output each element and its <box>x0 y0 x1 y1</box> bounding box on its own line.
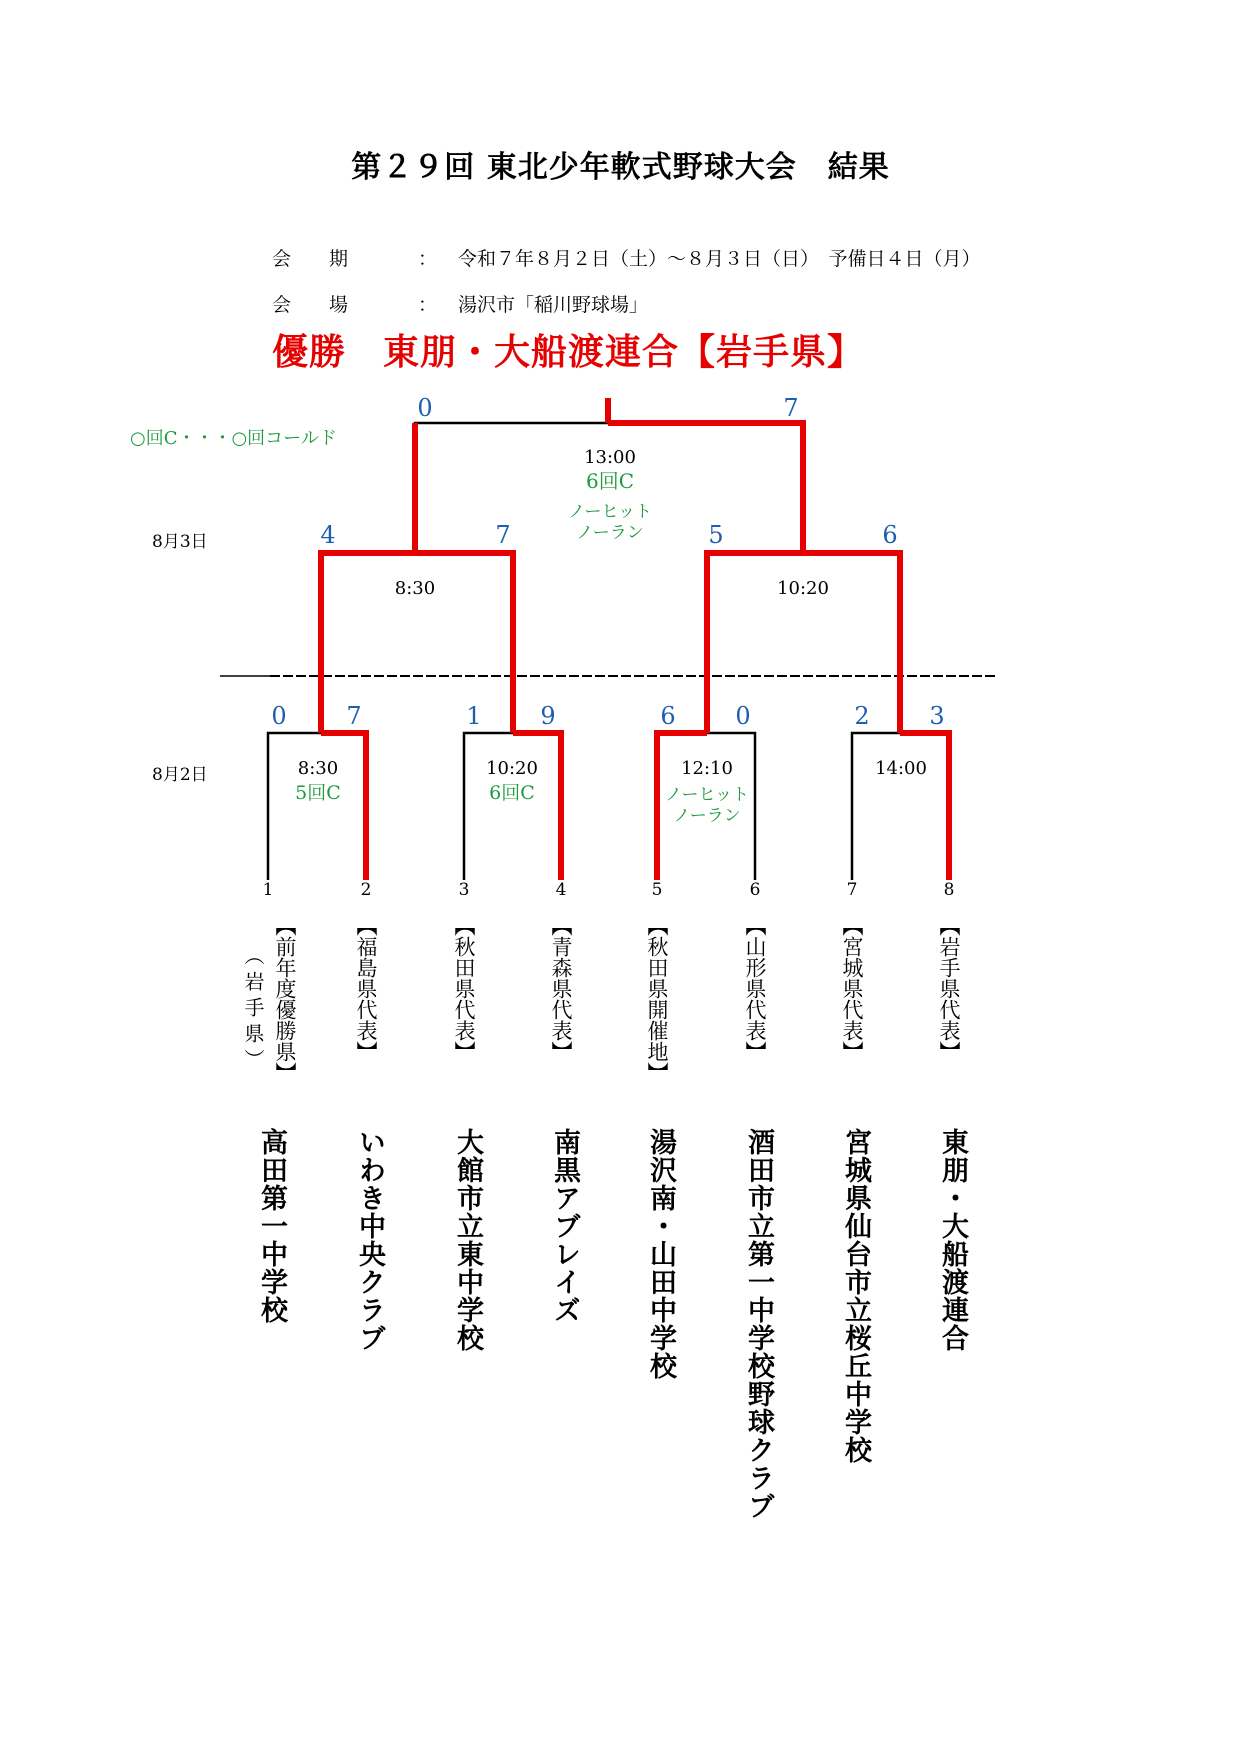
sf2-score-right: 6 <box>882 521 898 549</box>
r1m3-time: 12:10 <box>681 758 733 779</box>
seed-8: 8 <box>943 880 955 900</box>
r1m4-score-left: 2 <box>854 702 870 730</box>
seed-1: 1 <box>262 880 274 900</box>
team4-name: 南黒アブレイズ <box>549 1128 580 1324</box>
team4-pref: 【青森県代表】 <box>549 915 573 1062</box>
team6-name: 酒田市立第一中学校野球クラブ <box>743 1128 774 1520</box>
venue-colon: ： <box>418 294 438 316</box>
bracket-line-team1 <box>268 733 321 880</box>
sf1-time: 8:30 <box>394 578 436 599</box>
r1m4-time: 14:00 <box>875 758 927 779</box>
team7-name: 宮城県仙台市立桜丘中学校 <box>840 1128 871 1464</box>
sf1-score-left: 4 <box>320 521 336 549</box>
final-time: 13:00 <box>584 447 636 468</box>
final-note: 6回C <box>585 469 635 493</box>
team7-pref: 【宮城県代表】 <box>840 915 864 1062</box>
team2-pref: 【福島県代表】 <box>354 915 378 1062</box>
r1m2-score-right: 9 <box>540 702 556 730</box>
seed-2: 2 <box>360 880 372 900</box>
legend-text: ○回C・・・○回コールド <box>130 428 337 449</box>
seed-6: 6 <box>749 880 761 900</box>
team3-pref: 【秋田県代表】 <box>452 915 476 1062</box>
seed-3: 3 <box>458 880 470 900</box>
date-day1: 8月2日 <box>152 765 208 785</box>
champion-banner: 優勝 東朋・大船渡連合【岩手県】 <box>272 331 865 373</box>
sf1-score-right: 7 <box>495 521 511 549</box>
team8-pref: 【岩手県代表】 <box>937 915 961 1062</box>
r1m2-note: 6回C <box>489 782 535 804</box>
team2-name: いわき中央クラブ <box>354 1128 385 1352</box>
bracket-line-team3 <box>464 733 513 880</box>
period-colon: ： <box>418 248 438 270</box>
period-value: 令和７年８月２日（土）～８月３日（日） 予備日４日（月） <box>458 248 981 270</box>
r1m1-note: 5回C <box>295 782 341 804</box>
sf2-score-left: 5 <box>708 521 724 549</box>
r1m1-score-left: 0 <box>271 702 287 730</box>
period-label: 会 期 <box>272 248 349 270</box>
team1-sub: （岩手県） <box>241 945 265 1075</box>
team6-pref: 【山形県代表】 <box>743 915 767 1062</box>
final-score-right: 7 <box>783 394 799 422</box>
r1m1-score-right: 7 <box>346 702 362 730</box>
final-note-nohitter: ノーヒット ノーラン <box>568 502 652 543</box>
seed-7: 7 <box>846 880 858 900</box>
seed-4: 4 <box>555 880 567 900</box>
venue-label: 会 場 <box>272 294 349 316</box>
r1m3-note: ノーヒット ノーラン <box>665 785 749 826</box>
r1m2-score-left: 1 <box>466 702 482 730</box>
r1m3-score-right: 0 <box>735 702 751 730</box>
sf2-time: 10:20 <box>777 578 829 599</box>
page-title: 第２９回 東北少年軟式野球大会 結果 <box>351 150 890 185</box>
team5-name: 湯沢南・山田中学校 <box>645 1128 676 1380</box>
bracket-line-team8-win <box>900 733 949 880</box>
team1-name: 高田第一中学校 <box>256 1128 287 1324</box>
r1m4-score-right: 3 <box>929 702 945 730</box>
team5-pref: 【秋田県開催地】 <box>645 915 669 1083</box>
r1m1-time: 8:30 <box>297 758 339 779</box>
team1-pref: 【前年度優勝県】 <box>273 915 297 1083</box>
date-day2: 8月3日 <box>152 532 208 552</box>
seed-5: 5 <box>651 880 663 900</box>
bracket-line-team7 <box>852 733 900 880</box>
r1m2-time: 10:20 <box>486 758 538 779</box>
team8-name: 東朋・大船渡連合 <box>937 1128 968 1352</box>
bracket-line-team2-win <box>321 733 366 880</box>
r1m3-score-left: 6 <box>660 702 676 730</box>
venue-value: 湯沢市「稲川野球場」 <box>458 294 649 316</box>
bracket-line-team4-win <box>513 733 561 880</box>
final-score-left: 0 <box>417 394 433 422</box>
team3-name: 大館市立東中学校 <box>452 1128 483 1352</box>
